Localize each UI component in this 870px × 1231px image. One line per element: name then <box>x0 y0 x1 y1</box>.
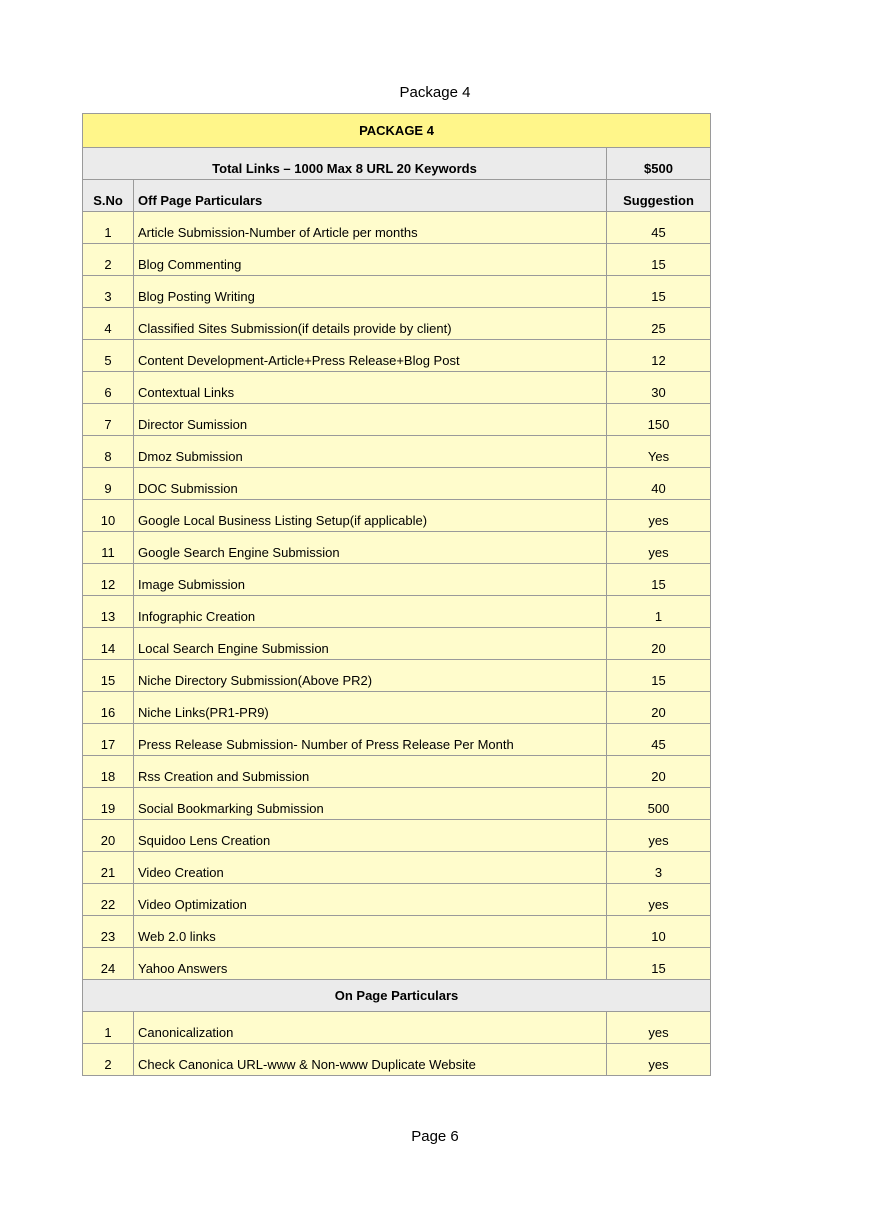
row-particular: Yahoo Answers <box>134 948 607 980</box>
page-header-title: Package 4 <box>399 84 471 101</box>
row-suggestion: 25 <box>607 308 711 340</box>
row-number: 20 <box>83 820 134 852</box>
column-header-row <box>83 180 711 212</box>
table-row <box>83 948 711 980</box>
row-number: 22 <box>83 884 134 916</box>
row-particular: Infographic Creation <box>134 596 607 628</box>
row-particular: Article Submission-Number of Article per months <box>134 212 607 244</box>
table-row <box>83 1012 711 1044</box>
row-number: 15 <box>83 660 134 692</box>
column-header-particulars: Off Page Particulars <box>134 180 607 212</box>
row-particular: Dmoz Submission <box>134 436 607 468</box>
package-table <box>82 113 711 1076</box>
table-row <box>83 852 711 884</box>
row-number: 17 <box>83 724 134 756</box>
row-number: 3 <box>83 276 134 308</box>
row-particular: Image Submission <box>134 564 607 596</box>
table-row <box>83 692 711 724</box>
summary-row <box>83 148 711 180</box>
row-suggestion: 12 <box>607 340 711 372</box>
row-suggestion: 30 <box>607 372 711 404</box>
table-row <box>83 820 711 852</box>
row-number: 2 <box>83 244 134 276</box>
table-row <box>83 212 711 244</box>
row-number: 1 <box>83 212 134 244</box>
row-particular: Content Development-Article+Press Release+Blog Post <box>134 340 607 372</box>
row-suggestion: 20 <box>607 756 711 788</box>
row-suggestion: 40 <box>607 468 711 500</box>
table-row <box>83 596 711 628</box>
row-number: 16 <box>83 692 134 724</box>
page-number: Page 6 <box>411 1128 459 1145</box>
row-suggestion: 10 <box>607 916 711 948</box>
row-number: 19 <box>83 788 134 820</box>
row-number: 18 <box>83 756 134 788</box>
table-row <box>83 884 711 916</box>
row-particular: Niche Links(PR1-PR9) <box>134 692 607 724</box>
table-row <box>83 564 711 596</box>
row-suggestion: 3 <box>607 852 711 884</box>
row-suggestion: 1 <box>607 596 711 628</box>
table-row <box>83 788 711 820</box>
column-header-suggestion: Suggestion <box>607 180 711 212</box>
row-particular: Classified Sites Submission(if details provide by client) <box>134 308 607 340</box>
row-particular: Canonicalization <box>134 1012 607 1044</box>
on-page-section-row <box>83 980 711 1012</box>
row-number: 14 <box>83 628 134 660</box>
table-row <box>83 340 711 372</box>
table-row <box>83 276 711 308</box>
table-row <box>83 660 711 692</box>
row-suggestion: yes <box>607 532 711 564</box>
row-suggestion: 15 <box>607 948 711 980</box>
row-number: 1 <box>83 1012 134 1044</box>
row-number: 4 <box>83 308 134 340</box>
row-number: 8 <box>83 436 134 468</box>
row-particular: Google Search Engine Submission <box>134 532 607 564</box>
row-number: 2 <box>83 1044 134 1076</box>
table-row <box>83 628 711 660</box>
table-row <box>83 468 711 500</box>
row-particular: Social Bookmarking Submission <box>134 788 607 820</box>
table-row <box>83 532 711 564</box>
row-particular: Blog Posting Writing <box>134 276 607 308</box>
row-particular: Blog Commenting <box>134 244 607 276</box>
row-particular: Contextual Links <box>134 372 607 404</box>
table-row <box>83 1044 711 1076</box>
table-row <box>83 436 711 468</box>
row-suggestion: yes <box>607 1044 711 1076</box>
row-number: 11 <box>83 532 134 564</box>
row-suggestion: 20 <box>607 692 711 724</box>
row-suggestion: 15 <box>607 244 711 276</box>
row-number: 10 <box>83 500 134 532</box>
row-suggestion: 20 <box>607 628 711 660</box>
row-particular: Local Search Engine Submission <box>134 628 607 660</box>
row-number: 23 <box>83 916 134 948</box>
row-suggestion: 15 <box>607 564 711 596</box>
row-suggestion: yes <box>607 884 711 916</box>
row-particular: DOC Submission <box>134 468 607 500</box>
column-header-sno: S.No <box>83 180 134 212</box>
row-particular: Rss Creation and Submission <box>134 756 607 788</box>
table-row <box>83 500 711 532</box>
row-number: 9 <box>83 468 134 500</box>
summary-label: Total Links – 1000 Max 8 URL 20 Keywords <box>83 148 607 180</box>
table-row <box>83 244 711 276</box>
table-row <box>83 756 711 788</box>
table-row <box>83 404 711 436</box>
row-particular: Video Optimization <box>134 884 607 916</box>
row-number: 21 <box>83 852 134 884</box>
row-number: 12 <box>83 564 134 596</box>
row-number: 24 <box>83 948 134 980</box>
row-particular: Squidoo Lens Creation <box>134 820 607 852</box>
table-row <box>83 308 711 340</box>
row-suggestion: Yes <box>607 436 711 468</box>
on-page-section-title: On Page Particulars <box>83 980 711 1012</box>
row-number: 7 <box>83 404 134 436</box>
row-particular: Press Release Submission- Number of Press Release Per Month <box>134 724 607 756</box>
row-suggestion: yes <box>607 1012 711 1044</box>
row-number: 6 <box>83 372 134 404</box>
package-title-row <box>83 114 711 148</box>
row-particular: Check Canonica URL-www & Non-www Duplicate Website <box>134 1044 607 1076</box>
table-row <box>83 372 711 404</box>
row-number: 5 <box>83 340 134 372</box>
row-suggestion: yes <box>607 820 711 852</box>
row-number: 13 <box>83 596 134 628</box>
package-price: $500 <box>607 148 711 180</box>
row-suggestion: 150 <box>607 404 711 436</box>
row-particular: Director Sumission <box>134 404 607 436</box>
row-particular: Niche Directory Submission(Above PR2) <box>134 660 607 692</box>
row-particular: Google Local Business Listing Setup(if applicable) <box>134 500 607 532</box>
row-particular: Video Creation <box>134 852 607 884</box>
row-suggestion: 500 <box>607 788 711 820</box>
row-suggestion: 45 <box>607 212 711 244</box>
package-title: PACKAGE 4 <box>83 114 711 148</box>
row-suggestion: 45 <box>607 724 711 756</box>
row-suggestion: 15 <box>607 276 711 308</box>
table-row <box>83 724 711 756</box>
table-row <box>83 916 711 948</box>
row-suggestion: yes <box>607 500 711 532</box>
row-suggestion: 15 <box>607 660 711 692</box>
row-particular: Web 2.0 links <box>134 916 607 948</box>
